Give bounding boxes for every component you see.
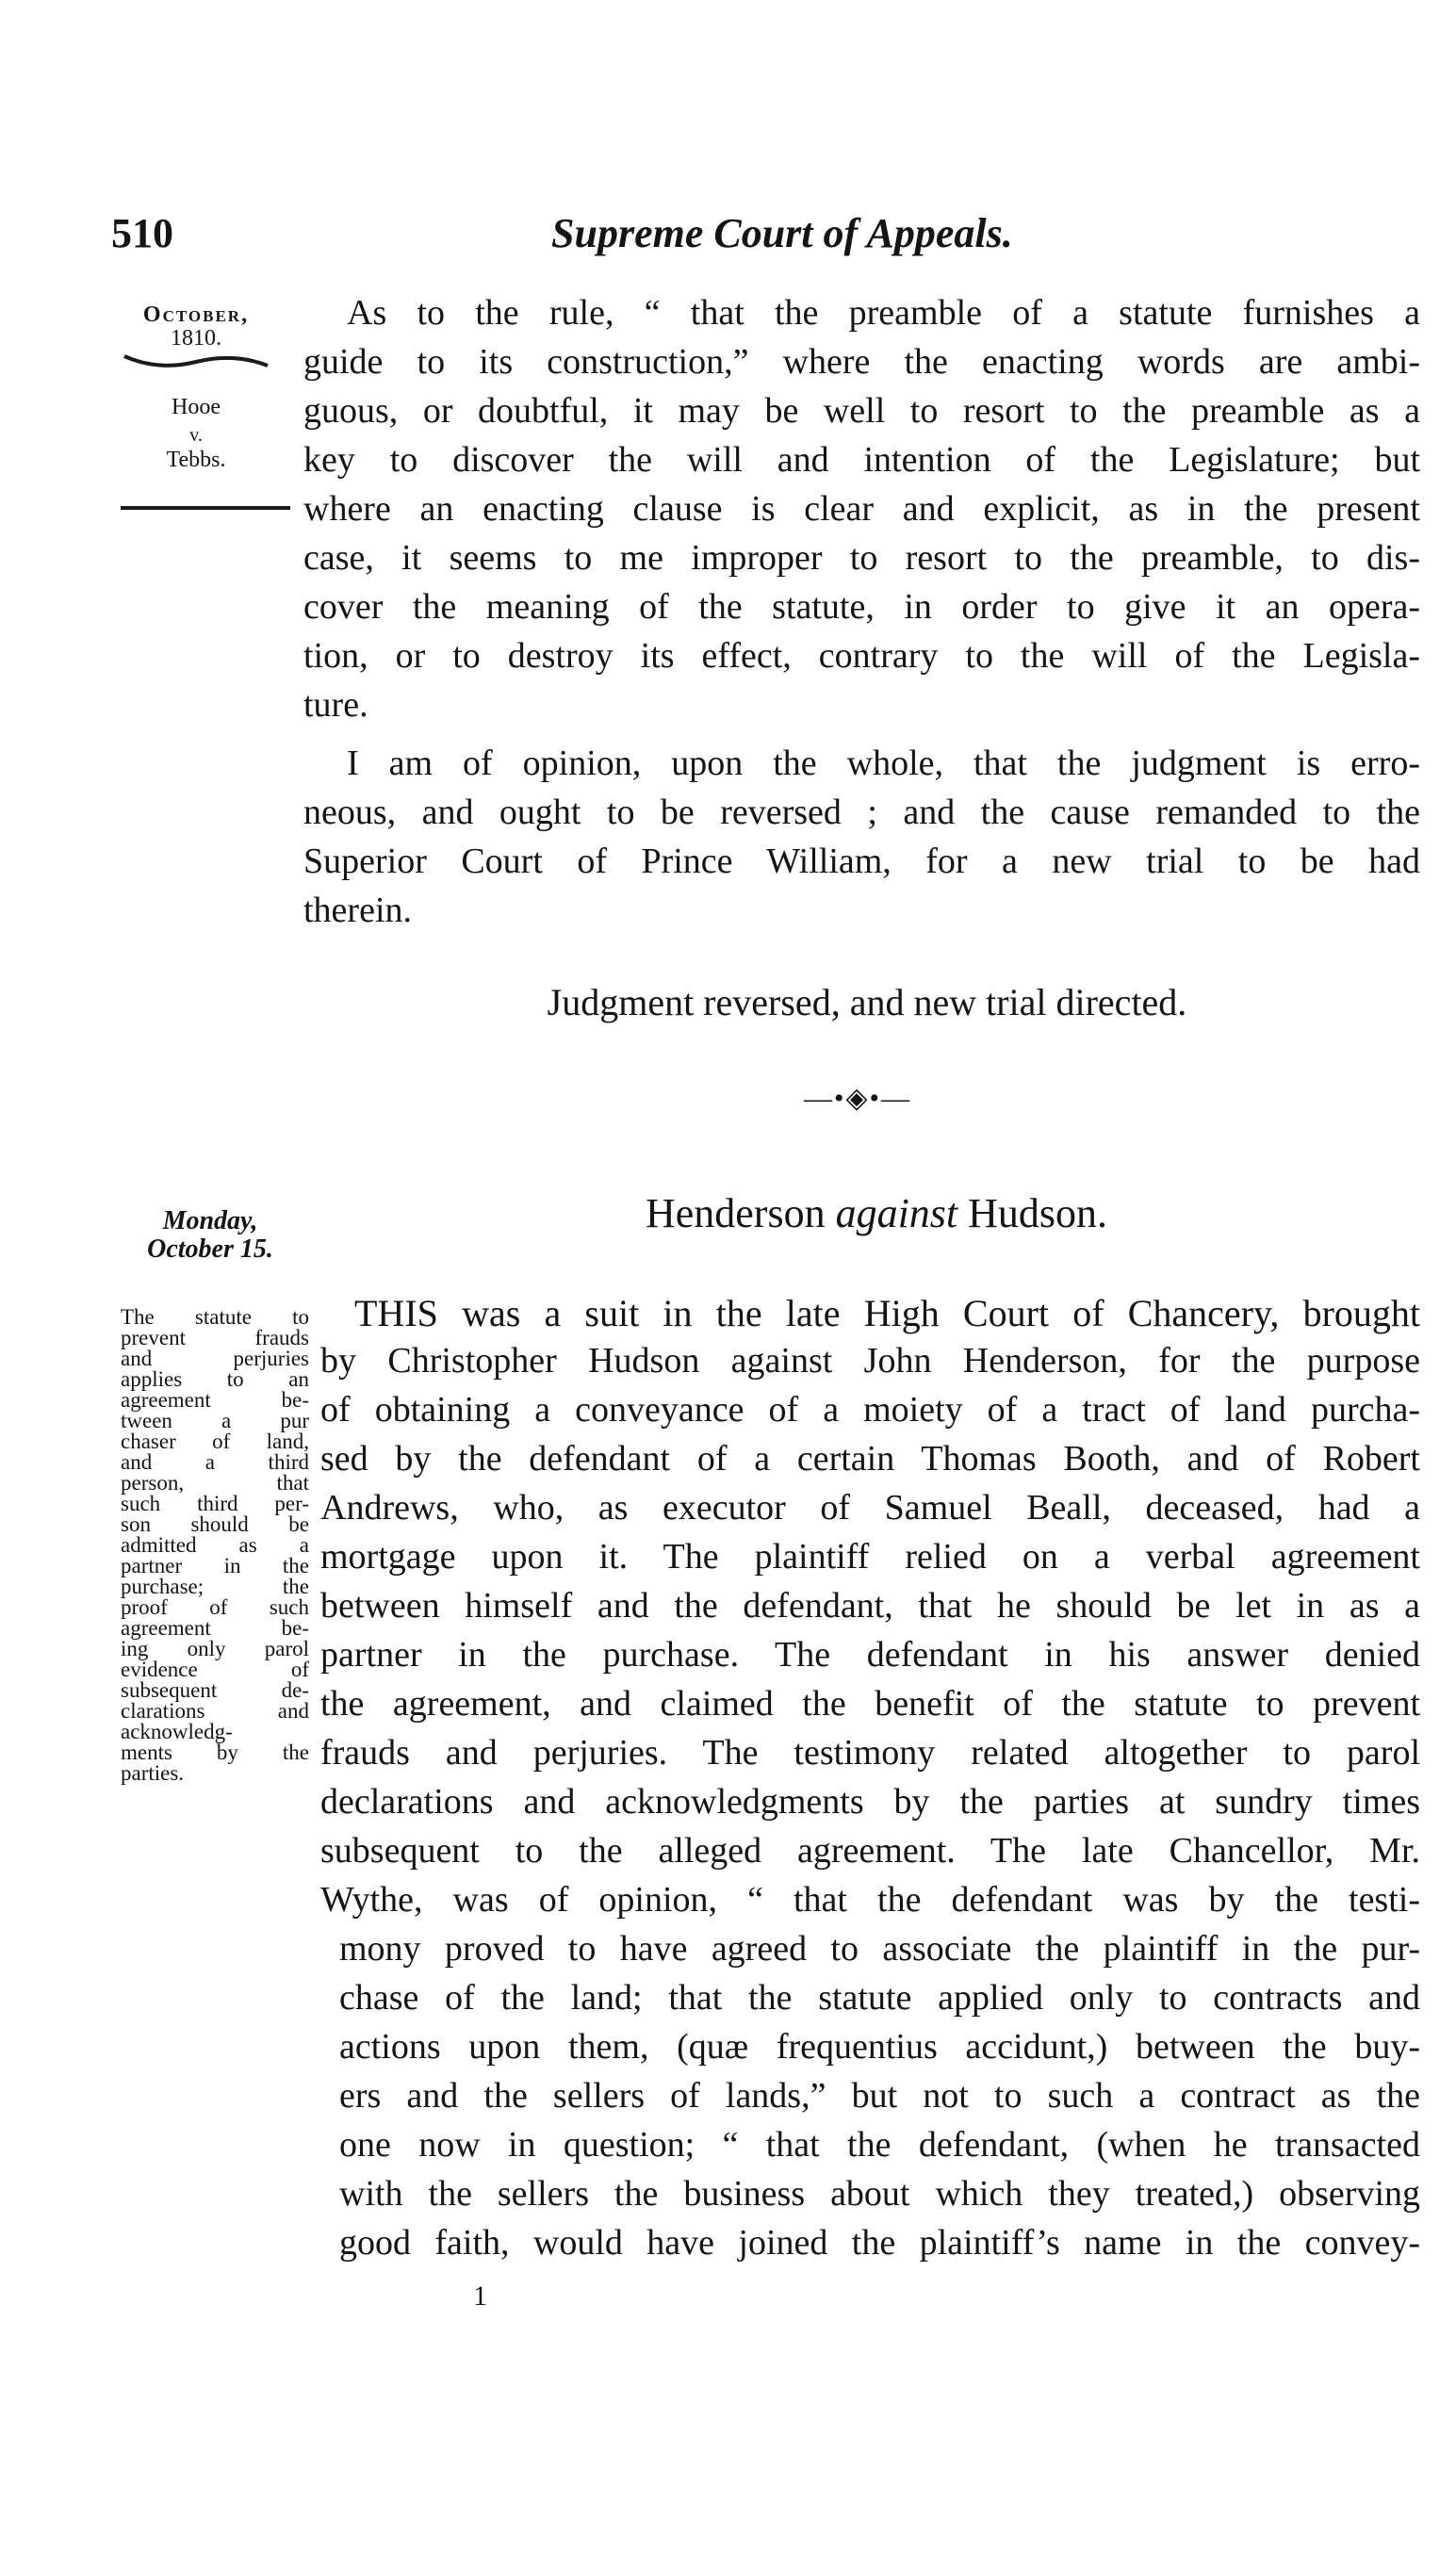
opinion-line: where an enacting clause is clear and explicit, as in the present [303, 489, 1420, 529]
case-title [528, 1189, 1225, 1237]
margin-year: 1810. [171, 326, 221, 351]
opinion-line: cover the meaning of the statute, in order to give it an opera- [303, 587, 1420, 627]
headnote-line: ing only parol [121, 1637, 309, 1660]
running-title: Supreme Court of Appeals. [551, 210, 1013, 256]
case-line: between himself and the defendant, that he should be let in as a [320, 1586, 1420, 1626]
opinion-line: key to discover the will and intention of the Legislature; but [303, 440, 1420, 480]
case-line: mortgage upon it. The plaintiff relied on a verbal agreement [320, 1537, 1420, 1577]
case-line: of obtaining a conveyance of a moiety of a tract of land purcha- [320, 1390, 1420, 1430]
headnote-line: prevent frauds [121, 1326, 309, 1349]
conclusion-line: Superior Court of Prince William, for a new trial to be had [303, 842, 1420, 881]
headnote-line: and perjuries [121, 1347, 309, 1370]
margin-rule [121, 506, 290, 510]
headnote-line: person, that [121, 1471, 309, 1495]
case-line: declarations and acknowledgments by the parties at sundry times [320, 1782, 1420, 1822]
headnote-line: clarations and [121, 1699, 309, 1723]
judgment-line [0, 980, 1456, 1024]
headnote-line: ments by the [121, 1741, 309, 1764]
case-line: ers and the sellers of lands,” but not to such a contract as the [339, 2076, 1420, 2116]
case-line: good faith, would have joined the plaintiff’s name in the convey- [339, 2223, 1420, 2263]
case-line: sed by the defendant of a certain Thomas Booth, and of Robert [320, 1439, 1420, 1479]
headnote-line: evidence of [121, 1658, 309, 1681]
conclusion-line: I am of opinion, upon the whole, that the judgment is erro- [347, 744, 1420, 783]
case-plaintiff: Henderson [645, 1190, 826, 1236]
case-line: one now in question; “ that the defendant, (when he transacted [339, 2125, 1420, 2165]
headnote-line: proof of such [121, 1595, 309, 1619]
case-line: subsequent to the alleged agreement. The late Chancellor, Mr. [320, 1831, 1420, 1871]
headnote-line: purchase; the [121, 1575, 309, 1598]
conclusion-line: therein. [303, 891, 413, 930]
case-line: partner in the purchase. The defendant in his answer denied [320, 1635, 1420, 1675]
headnote-line: agreement be- [121, 1616, 309, 1640]
headnote-line: admitted as a [121, 1533, 309, 1557]
case-line: actions upon them, (quæ frequentius accidunt,) between the buy- [339, 2027, 1420, 2067]
headnote-line: parties. [121, 1761, 185, 1785]
case-line: Wythe, was of opinion, “ that the defendant was by the testi- [320, 1880, 1420, 1920]
case-line: by Christopher Hudson against John Henderson, for the purpose [320, 1341, 1420, 1381]
headnote-line: acknowledg- [121, 1720, 233, 1743]
headnote-line: and a third [121, 1450, 309, 1474]
headnote-line: tween a pur [121, 1409, 309, 1432]
opinion-line: guous, or doubtful, it may be well to resort to the preamble as a [303, 391, 1420, 431]
margin-case-b: Tebbs. [166, 448, 226, 472]
page-number: 510 [111, 210, 173, 256]
case-line: THIS was a suit in the late High Court of Chancery, brought [354, 1292, 1420, 1334]
opinion-line: case, it seems to me improper to resort to the preamble, to dis- [303, 538, 1420, 578]
opinion-line: guide to its construction,” where the enacting words are ambi- [303, 342, 1420, 382]
judgment-text: Judgment reversed, and new trial directed. [547, 981, 1187, 1023]
case-defendant: Hudson. [968, 1190, 1108, 1236]
conclusion-line: neous, and ought to be reversed ; and the cause remanded to the [303, 793, 1420, 832]
case-day: Monday, [162, 1206, 258, 1235]
case-line: the agreement, and claimed the benefit of the statute to prevent [320, 1684, 1420, 1724]
case-date: October 15. [147, 1234, 273, 1264]
case-line: frauds and perjuries. The testimony related altogether to parol [320, 1733, 1420, 1773]
case-against: against [835, 1190, 958, 1236]
headnote-line: subsequent de- [121, 1678, 309, 1702]
case-line: with the sellers the business about which they treated,) observing [339, 2174, 1420, 2214]
opinion-line: As to the rule, “ that the preamble of a statute furnishes a [347, 293, 1420, 333]
headnote-line: such third per- [121, 1492, 309, 1515]
case-line: mony proved to have agreed to associate the plaintiff in the pur- [339, 1929, 1420, 1969]
case-line: chase of the land; that the statute applied only to contracts and [339, 1978, 1420, 2018]
headnote-line: partner in the [121, 1554, 309, 1577]
signature-mark: 1 [473, 2280, 487, 2312]
margin-case-a: Hooe [172, 395, 221, 419]
headnote-line: chaser of land, [121, 1430, 309, 1453]
headnote-line: agreement be- [121, 1388, 309, 1412]
headnote-line: The statute to [121, 1305, 309, 1329]
section-ornament: —•◈•— [803, 1083, 912, 1114]
margin-versus: v. [189, 425, 203, 446]
opinion-line: ture. [303, 685, 368, 725]
margin-month: October, [142, 302, 250, 327]
flourish-ornament [121, 351, 271, 373]
headnote-line: son should be [121, 1512, 309, 1536]
headnote-line: applies to an [121, 1367, 309, 1391]
opinion-line: tion, or to destroy its effect, contrary to the will of the Legisla- [303, 636, 1420, 676]
case-line: Andrews, who, as executor of Samuel Beall, deceased, had a [320, 1488, 1420, 1528]
